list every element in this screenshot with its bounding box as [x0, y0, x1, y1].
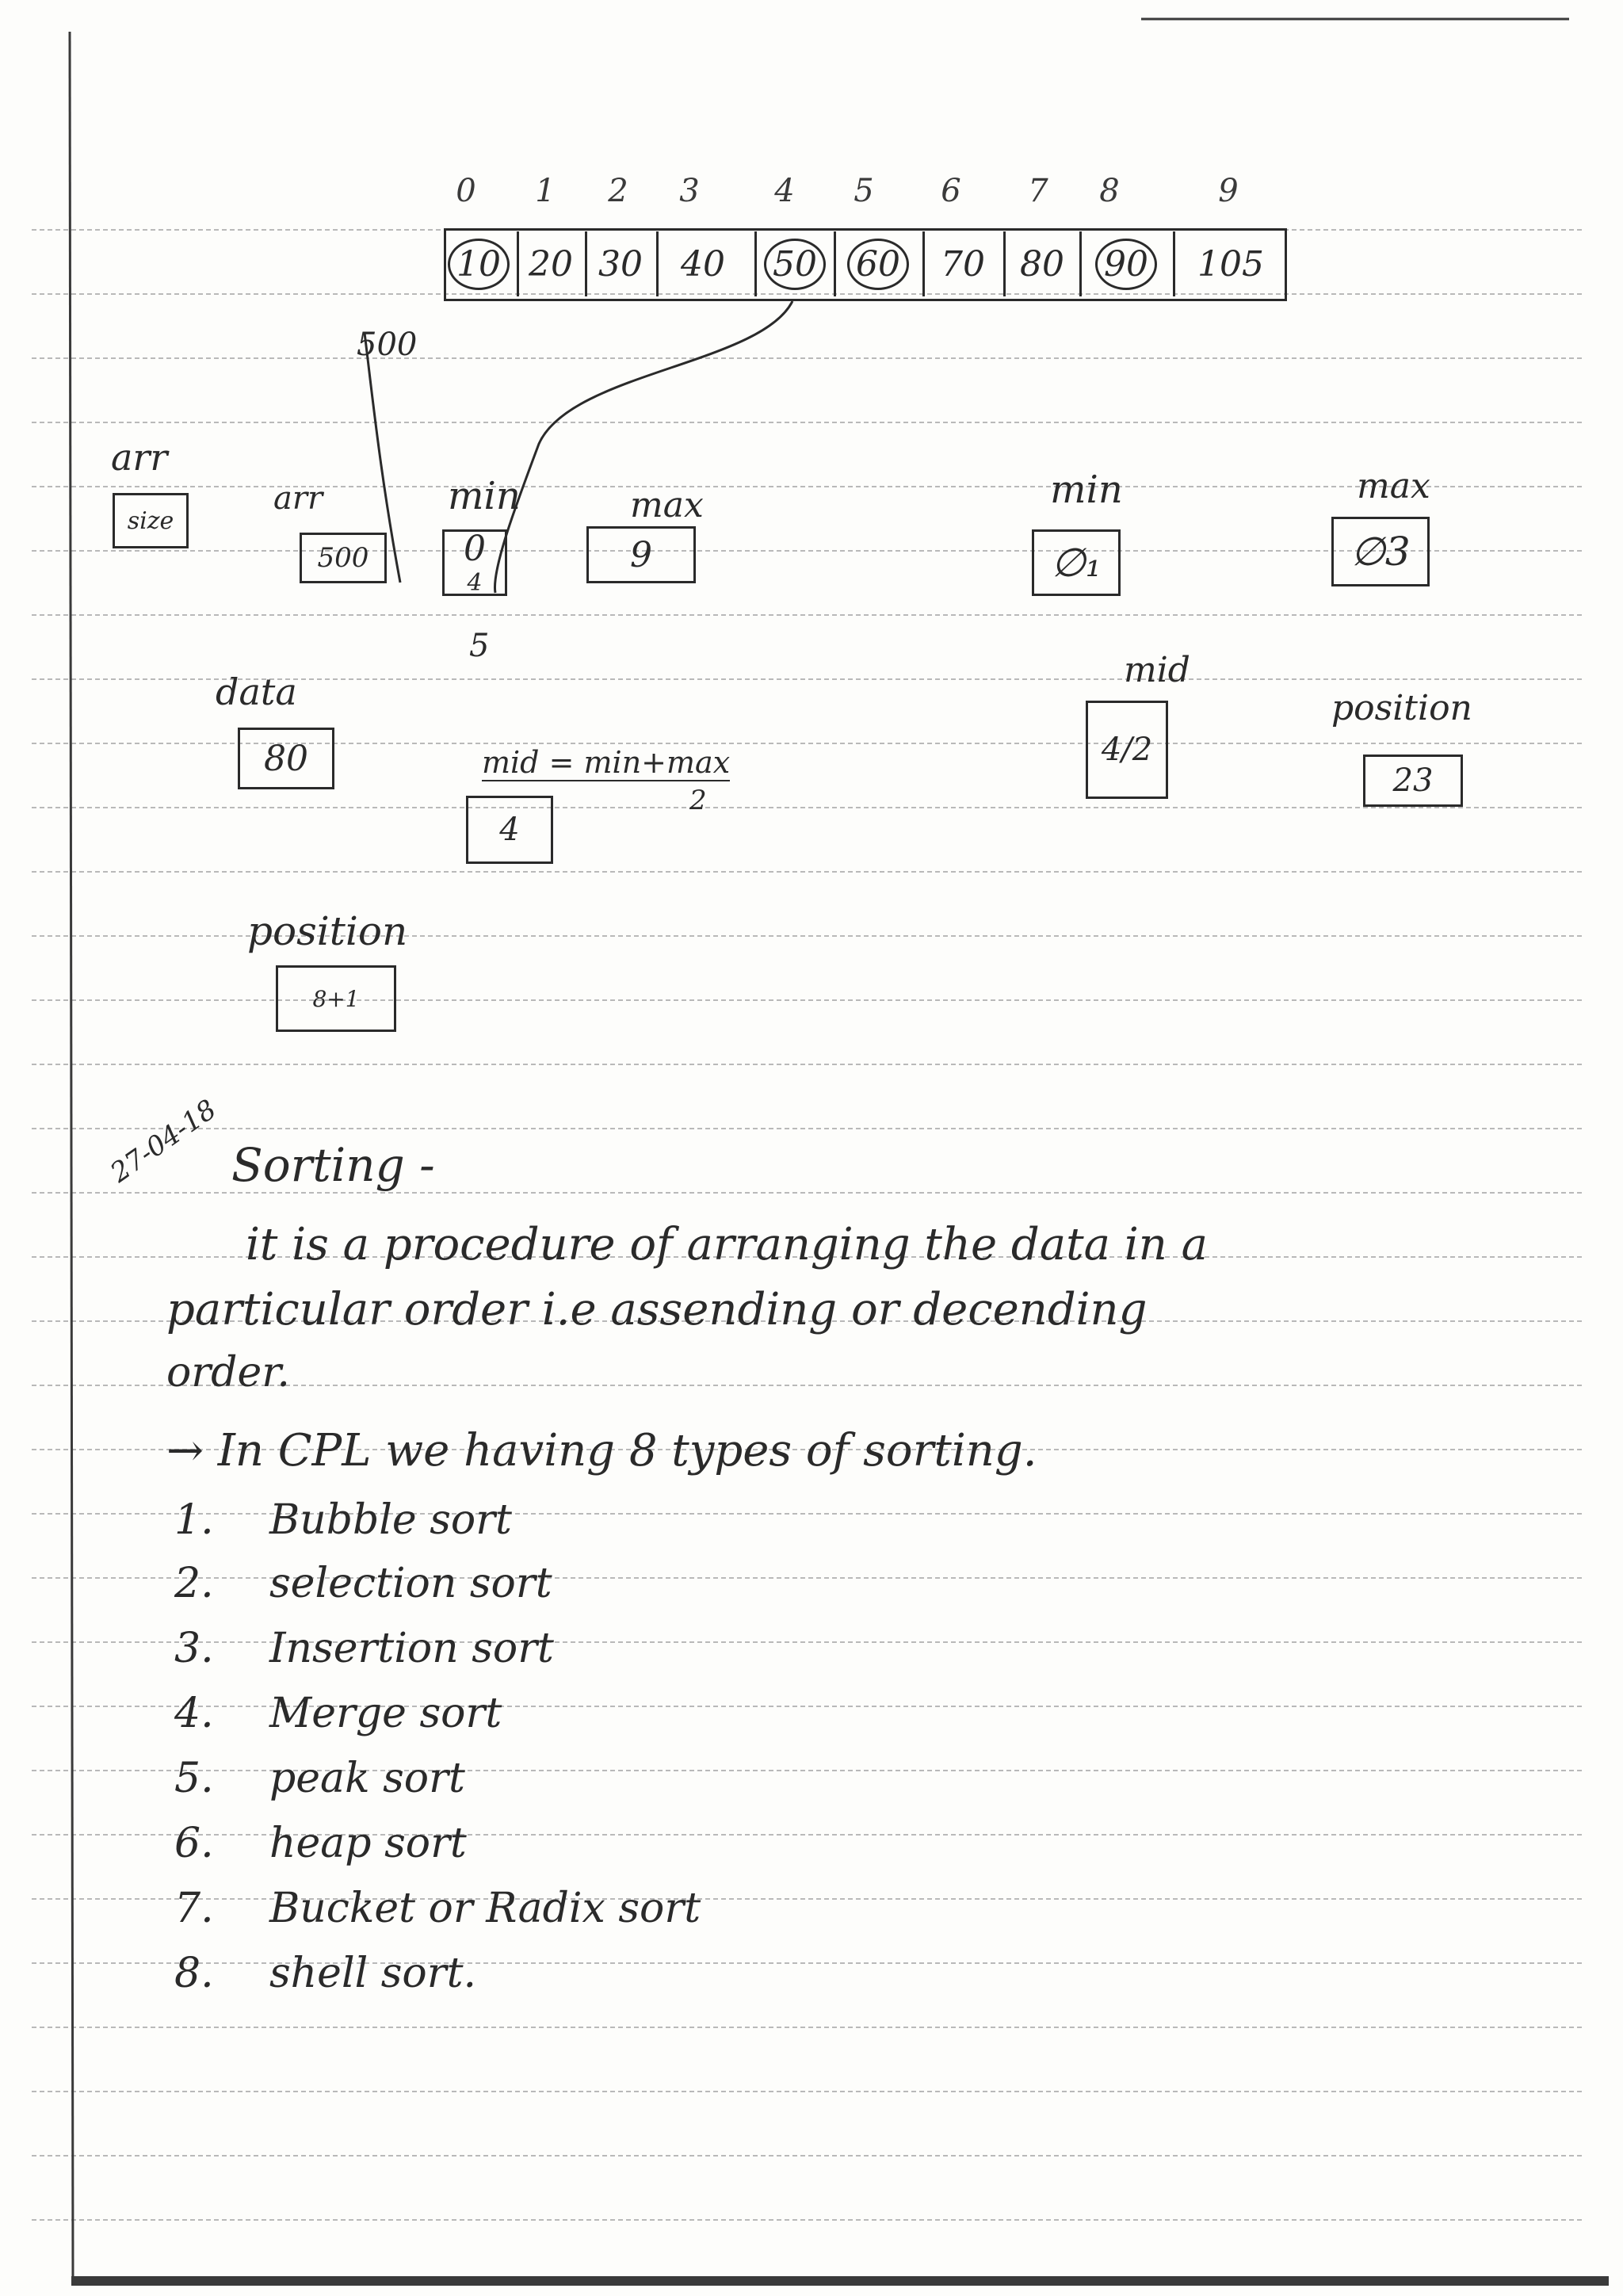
- mid-denominator: 2: [689, 785, 707, 816]
- list-item-text: heap sort: [269, 1820, 467, 1867]
- array-cell-value: 80: [1020, 243, 1064, 285]
- max2-label: max: [1357, 466, 1430, 506]
- array-index: 5: [854, 173, 874, 209]
- array-index: 4: [774, 173, 795, 209]
- array-cell: [1173, 231, 1286, 296]
- min-value: 0: [464, 529, 486, 569]
- list-item-text: peak sort: [269, 1755, 465, 1802]
- array-cell: [834, 231, 920, 296]
- array-cell-value: 20: [529, 243, 573, 285]
- position2-value: 23: [1392, 762, 1434, 799]
- mid2-value: 4/2: [1101, 732, 1153, 768]
- array-cell: [1003, 231, 1079, 296]
- max-box: [586, 526, 696, 583]
- array-index: 0: [456, 173, 476, 209]
- arr2-box: [300, 533, 387, 583]
- max-label: max: [630, 485, 704, 525]
- arr-value: size: [127, 506, 174, 535]
- arr2-value: 500: [317, 542, 369, 574]
- array-cell: [656, 231, 747, 296]
- position-value: 8+1: [312, 985, 360, 1012]
- list-item-text: selection sort: [269, 1560, 552, 1607]
- list-item: [174, 1496, 512, 1544]
- list-item-number: 8.: [174, 1950, 214, 1997]
- mid-box: [466, 796, 553, 864]
- array-index: 7: [1028, 173, 1048, 209]
- list-item-text: Merge sort: [269, 1690, 502, 1737]
- list-item-number: 7.: [174, 1885, 214, 1932]
- definition-line-1: it is a procedure of arranging the data in a: [246, 1219, 1209, 1270]
- array-cell-value: 105: [1197, 243, 1264, 285]
- section-heading: Sorting -: [231, 1138, 435, 1192]
- array-cell-value: 90: [1095, 239, 1157, 290]
- list-item: [174, 1950, 476, 1997]
- array-cell-value: 60: [847, 239, 909, 290]
- min2-box: [1032, 529, 1121, 596]
- array-index: 9: [1218, 173, 1239, 209]
- list-item-number: 1.: [174, 1496, 214, 1544]
- data-box: [238, 728, 334, 789]
- data-value: 80: [264, 738, 308, 779]
- array-cell-value: 30: [598, 243, 643, 285]
- array-index: 3: [679, 173, 700, 209]
- list-item: [174, 1690, 502, 1737]
- min-box: [442, 529, 507, 596]
- array-cell: [922, 231, 1001, 296]
- intro-line: → In CPL we having 8 types of sorting.: [166, 1425, 1037, 1477]
- definition-line-3: order.: [166, 1349, 290, 1396]
- list-item-number: 5.: [174, 1755, 214, 1802]
- list-item-number: 3.: [174, 1625, 214, 1672]
- array-cell-value: 50: [764, 239, 826, 290]
- min2-value: ∅₁: [1051, 540, 1102, 586]
- mid-value: 4: [499, 812, 520, 848]
- array-cell-value: 70: [941, 243, 985, 285]
- arr-label: arr: [111, 436, 168, 479]
- array-index: 6: [941, 173, 961, 209]
- array-cell: [1079, 231, 1170, 296]
- list-item: [174, 1885, 701, 1932]
- list-item-text: Bucket or Radix sort: [269, 1885, 701, 1932]
- list-item-text: Bubble sort: [269, 1496, 512, 1544]
- list-item-number: 6.: [174, 1820, 214, 1867]
- mid-formula: mid = min+max: [482, 745, 731, 780]
- array-index: 2: [608, 173, 628, 209]
- position2-label: position: [1331, 688, 1472, 728]
- array-address-label: 500: [357, 327, 418, 363]
- list-item-text: shell sort.: [269, 1950, 477, 1997]
- position2-box: [1363, 755, 1463, 807]
- min-label: min: [448, 474, 521, 518]
- mid2-box: [1086, 701, 1168, 799]
- max-value: 9: [630, 534, 652, 575]
- list-item-number: 2.: [174, 1560, 214, 1607]
- array-cell: [447, 231, 510, 296]
- mid2-label: mid: [1124, 650, 1190, 690]
- position-box: [276, 965, 396, 1032]
- list-item: [174, 1755, 465, 1802]
- list-item: [174, 1820, 467, 1867]
- definition-line-2: particular order i.e assending or decending: [166, 1284, 1148, 1335]
- array-cell: [754, 231, 833, 296]
- margin-date: 27-04-18: [105, 1093, 223, 1190]
- list-item: [174, 1560, 552, 1607]
- array-cell: [585, 231, 654, 296]
- array-cell-value: 10: [448, 239, 510, 290]
- max2-value: ∅3: [1350, 529, 1411, 575]
- arr2-label: arr: [273, 480, 323, 517]
- data-label: data: [216, 670, 297, 713]
- max2-box: [1331, 517, 1430, 586]
- array-cell-value: 40: [681, 243, 725, 285]
- array-index: 8: [1099, 173, 1120, 209]
- list-item-text: Insertion sort: [269, 1625, 554, 1672]
- array-cell: [517, 231, 582, 296]
- min-below: 5: [469, 628, 490, 664]
- array-index: 1: [535, 173, 556, 209]
- position-label: position: [247, 908, 408, 954]
- list-item: [174, 1625, 554, 1672]
- list-item-number: 4.: [174, 1690, 214, 1737]
- arr-box: [113, 493, 189, 548]
- min-sub: 4: [467, 569, 483, 597]
- min2-label: min: [1050, 468, 1123, 512]
